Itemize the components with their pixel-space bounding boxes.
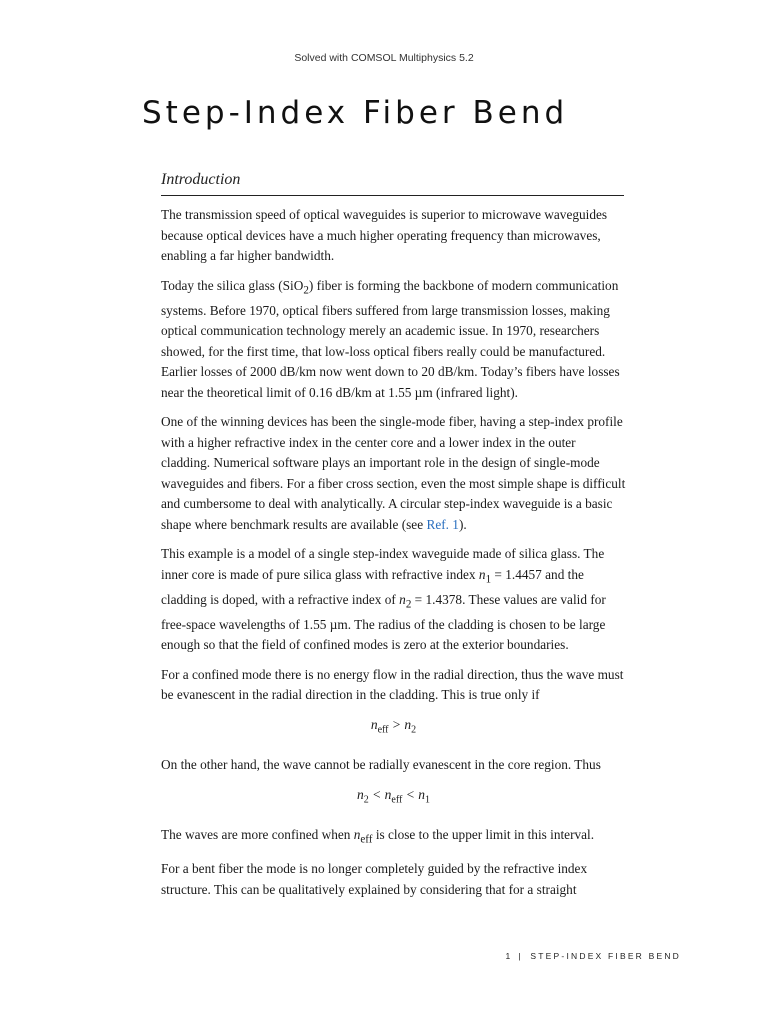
paragraph: On the other hand, the wave cannot be radially evanescent in the core region. Thus bbox=[161, 757, 601, 773]
eq-symbol: n bbox=[357, 786, 364, 802]
symbol-n: n bbox=[353, 826, 361, 842]
subscript: 2 bbox=[303, 284, 309, 297]
eq-subscript: 1 bbox=[424, 794, 430, 806]
eq-subscript: 2 bbox=[363, 794, 369, 806]
footer-title: STEP-INDEX FIBER BEND bbox=[530, 951, 681, 961]
symbol-n: n bbox=[478, 566, 486, 582]
paragraph bbox=[161, 544, 626, 656]
eq-symbol: n bbox=[404, 716, 412, 732]
text-span: Today the silica glass (SiO bbox=[161, 277, 304, 293]
eq-subscript: eff bbox=[391, 794, 403, 806]
paragraph bbox=[161, 276, 626, 404]
subscript: 2 bbox=[405, 598, 412, 611]
eq-symbol: n bbox=[418, 786, 425, 802]
eq-operator: > bbox=[388, 716, 405, 732]
reference-link[interactable]: Ref. 1 bbox=[426, 516, 459, 532]
eq-symbol: n bbox=[370, 716, 378, 732]
subscript: 1 bbox=[485, 573, 492, 586]
page-footer bbox=[505, 951, 681, 961]
subscript: eff bbox=[360, 833, 373, 846]
text-span: ) fiber is forming the backbone of modern communication systems. Before 1970, optical fibers suffered from large transmission losses, making optical communication technology merely an academic issue. In 1970, researchers showed, for the first time, that low-loss optical fibers really could be manufactured. Earlier losses of 2000 dB/km now went down to 20 dB/km. Today’s fibers have losses near the theoretical limit of 0.16 dB/km at 1.55 µm (infrared light). bbox=[161, 277, 620, 400]
paragraph bbox=[161, 825, 626, 850]
equation bbox=[161, 785, 626, 811]
equation bbox=[161, 715, 626, 741]
page-number: 1 bbox=[505, 951, 511, 961]
eq-operator: < bbox=[402, 786, 419, 802]
eq-symbol: n bbox=[384, 786, 392, 802]
paragraph bbox=[161, 412, 626, 535]
text-span: ). bbox=[458, 516, 467, 532]
text-span: This example is a model of a single step-index waveguide made of silica glass. The inner core is made of pure silica glass with refractive index bbox=[161, 546, 605, 582]
body-text bbox=[161, 205, 626, 909]
eq-subscript: 2 bbox=[411, 724, 417, 736]
paragraph: For a confined mode there is no energy flow in the radial direction, thus the wave must be evanescent in the radial direction in the cladding. This is true only if bbox=[161, 666, 624, 703]
text-span: = 1.4378. These values are valid for free-space wavelengths of 1.55 µm. The radius of the cladding is chosen to be large enough so that the field of confined modes is zero at the exterior boundaries. bbox=[161, 591, 606, 653]
paragraph: For a bent fiber the mode is no longer completely guided by the refractive index structure. This can be qualitatively explained by considering that for a straight bbox=[161, 861, 588, 897]
section-heading-text: Introduction bbox=[161, 171, 241, 188]
eq-operator: < bbox=[368, 786, 385, 802]
footer-separator: | bbox=[518, 951, 521, 961]
text-span: The waves are more confined when bbox=[161, 826, 354, 842]
eq-subscript: eff bbox=[377, 724, 389, 736]
text-span: = 1.4457 and the cladding is doped, with a refractive index of bbox=[161, 566, 584, 607]
symbol-n: n bbox=[399, 591, 406, 607]
paragraph: The transmission speed of optical waveguides is superior to microwave waveguides because optical devices have a much higher operating frequency than microwaves, enabling a far higher bandwidth. bbox=[161, 207, 608, 263]
text-span: One of the winning devices has been the single-mode fiber, having a step-index profile with a higher refractive index in the center core and a lower index in the outer cladding. Numerical software plays an important role in the design of single-mode waveguides and fibers. For a fiber cross section, even the most simple shape is difficult and cumbersome to deal with analytically. A circular step-index waveguide is a basic shape where benchmark results are available (see bbox=[161, 414, 626, 532]
section-heading bbox=[161, 171, 624, 196]
running-head: Solved with COMSOL Multiphysics 5.2 bbox=[294, 52, 474, 64]
page-title: Step-Index Fiber Bend bbox=[142, 95, 569, 131]
text-span: is close to the upper limit in this interval. bbox=[372, 826, 595, 842]
